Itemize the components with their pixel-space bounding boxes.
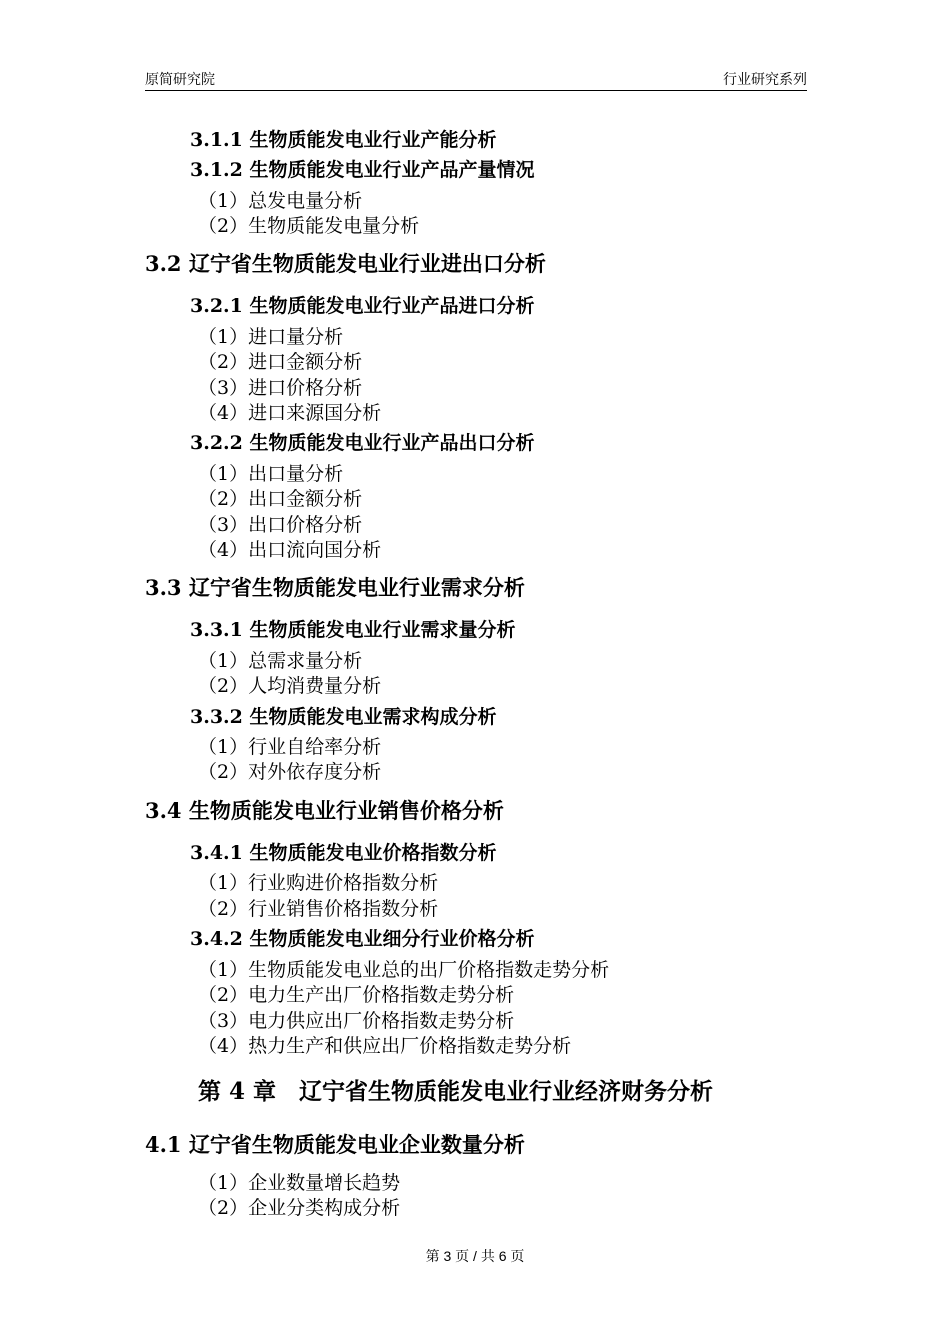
toc-line: （2）生物质能发电量分析 [198, 215, 420, 237]
toc-line: 3.2 辽宁省生物质能发电业行业进出口分析 [145, 251, 546, 276]
toc-line: （2）企业分类构成分析 [198, 1197, 401, 1219]
toc-line: （1）总需求量分析 [198, 650, 363, 672]
toc-line: 3.2.1 生物质能发电业行业产品进口分析 [190, 295, 535, 317]
toc-line: （2）人均消费量分析 [198, 675, 382, 697]
toc-line: 3.2.2 生物质能发电业行业产品出口分析 [190, 432, 535, 454]
header-series: 行业研究系列 [723, 71, 807, 87]
toc-line: （1）出口量分析 [198, 463, 344, 485]
toc-line: 3.1.2 生物质能发电业行业产品产量情况 [190, 159, 535, 181]
toc-line: （2）进口金额分析 [198, 351, 363, 373]
toc-line: （1）生物质能发电业总的出厂价格指数走势分析 [198, 959, 610, 981]
toc-line: （3）出口价格分析 [198, 514, 363, 536]
toc-line: （3）进口价格分析 [198, 377, 363, 399]
page-number: 第 3 页 / 共 6 页 [425, 1248, 525, 1264]
toc-line: （2）对外依存度分析 [198, 761, 382, 783]
toc-line: 3.1.1 生物质能发电业行业产能分析 [190, 129, 497, 151]
header-publisher: 原简研究院 [145, 71, 215, 87]
chapter-title: 第 4 章 辽宁省生物质能发电业行业经济财务分析 [198, 1078, 714, 1105]
toc-line: （4）热力生产和供应出厂价格指数走势分析 [198, 1035, 572, 1057]
toc-line: 3.3 辽宁省生物质能发电业行业需求分析 [145, 575, 525, 600]
toc-line: 4.1 辽宁省生物质能发电业企业数量分析 [145, 1132, 525, 1157]
toc-line: （1）行业购进价格指数分析 [198, 872, 439, 894]
toc-line: （1）总发电量分析 [198, 190, 363, 212]
toc-line: （4）进口来源国分析 [198, 402, 382, 424]
toc-line: 3.4 生物质能发电业行业销售价格分析 [145, 798, 504, 823]
toc-line: 3.4.1 生物质能发电业价格指数分析 [190, 842, 497, 864]
toc-line: （2）出口金额分析 [198, 488, 363, 510]
toc-line: （2）行业销售价格指数分析 [198, 898, 439, 920]
toc-line: （1）进口量分析 [198, 326, 344, 348]
toc-line: 3.3.2 生物质能发电业需求构成分析 [190, 706, 497, 728]
toc-line: 3.4.2 生物质能发电业细分行业价格分析 [190, 928, 535, 950]
toc-line: （4）出口流向国分析 [198, 539, 382, 561]
toc-line: 3.3.1 生物质能发电业行业需求量分析 [190, 619, 516, 641]
toc-line: （2）电力生产出厂价格指数走势分析 [198, 984, 515, 1006]
toc-line: （1）行业自给率分析 [198, 736, 382, 758]
toc-line: （1）企业数量增长趋势 [198, 1172, 401, 1194]
toc-line: （3）电力供应出厂价格指数走势分析 [198, 1010, 515, 1032]
